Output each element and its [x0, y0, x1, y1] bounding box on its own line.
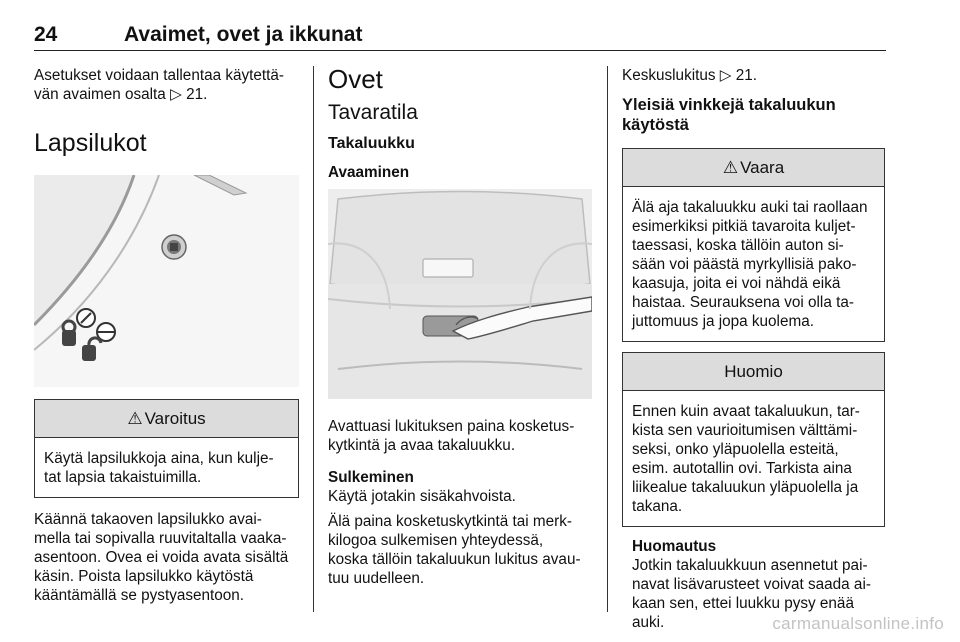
danger-box	[622, 148, 885, 342]
closing-instruction-1: Käytä jotakin sisäkahvoista.	[328, 488, 516, 505]
page-ref-arrow-icon: ▷	[170, 86, 182, 103]
column-divider-1	[313, 66, 314, 612]
closing-instruction-2: Älä paina kosketuskytkintä tai merk- kilogoa sulkemisen yhteydessä, koska tällöin takaluukun lukitus avau- tuu uudelleen.	[328, 513, 581, 587]
central-locking-ref	[622, 66, 885, 85]
notice-box	[622, 352, 885, 527]
note-text: Jotkin takaluukkuun asennetut pai- navat lisävarusteet voivat saada ai- kaan sen, ettei luukku pysy enää auki.	[632, 557, 871, 631]
column-1	[34, 66, 299, 605]
central-locking-ref-page: 21.	[735, 67, 758, 84]
notice-box-header	[623, 353, 884, 391]
tailgate-opening-illustration	[328, 189, 592, 399]
warning-box-body	[35, 438, 298, 497]
warning-text: Käytä lapsilukkoja aina, kun kulje- tat lapsia takaistuimilla.	[44, 450, 274, 486]
section-heading-luggage: Tavaratila	[328, 101, 418, 124]
notice-title: Huomio	[724, 362, 783, 381]
section-heading-general-hints: Yleisiä vinkkejä takaluukun käytöstä	[622, 96, 836, 134]
watermark: carmanualsonline.info	[772, 614, 944, 633]
danger-title: Vaara	[740, 158, 785, 177]
central-locking-ref-text: Keskuslukitus	[622, 67, 716, 84]
column-divider-2	[607, 66, 608, 612]
intro-paragraph	[34, 66, 299, 104]
opening-instructions: Avattuasi lukituksen paina kosketus- kytkintä ja avaa takaluukku.	[328, 418, 575, 454]
danger-box-body	[623, 187, 884, 341]
column-3	[622, 66, 885, 632]
notice-box-body	[623, 391, 884, 526]
child-lock-instructions: Käännä takaoven lapsilukko avai- mella tai sopivalla ruuvitaltalla vaaka- asentoon. Ovea ei voida avata sisältä käsin. Poista lapsilukko käytöstä kääntämällä se pystyasentoon.	[34, 511, 289, 604]
warning-box-header	[35, 400, 298, 438]
warning-triangle-icon: ⚠	[127, 409, 143, 428]
notice-text: Ennen kuin avaat takaluukun, tar- kista sen vaurioitumisen välttämi- seksi, onko yläpuolella esteitä, esim. autotallin ovi. Tarkista aina liikealue takaluukun yläpuolella ja takana.	[632, 403, 860, 515]
note-title: Huomautus	[632, 538, 717, 555]
chapter-title: Avaimet, ovet ja ikkunat	[124, 23, 363, 46]
subheading-opening: Avaaminen	[328, 164, 410, 181]
intro-text: Asetukset voidaan tallentaa käytettä- vän avaimen osalta	[34, 67, 285, 103]
page-ref-arrow-icon-2: ▷	[719, 67, 732, 84]
danger-box-header	[623, 149, 884, 187]
danger-text: Älä aja takaluukku auki tai raollaan esimerkiksi pitkiä tavaroita kuljet- taessasi, koska tällöin auton si- sään voi päästä myrkyllisiä pako- kaasuja, joita ei voi nähdä eikä haistaa. Seurauksena voi olla ta- juttomuus ja jopa kuolema.	[632, 199, 868, 330]
page-header	[34, 20, 886, 51]
warning-box	[34, 399, 299, 498]
warning-title: Varoitus	[144, 409, 206, 428]
section-heading-tailgate: Takaluukku	[328, 135, 415, 152]
section-heading-doors: Ovet	[328, 64, 383, 94]
subheading-closing: Sulkeminen	[328, 469, 414, 486]
page-number: 24	[34, 23, 58, 46]
section-heading-child-locks: Lapsilukot	[34, 129, 147, 157]
child-lock-illustration	[34, 175, 299, 387]
danger-triangle-icon: ⚠	[722, 158, 739, 177]
intro-ref-page: 21.	[186, 86, 208, 103]
column-2	[328, 66, 592, 588]
